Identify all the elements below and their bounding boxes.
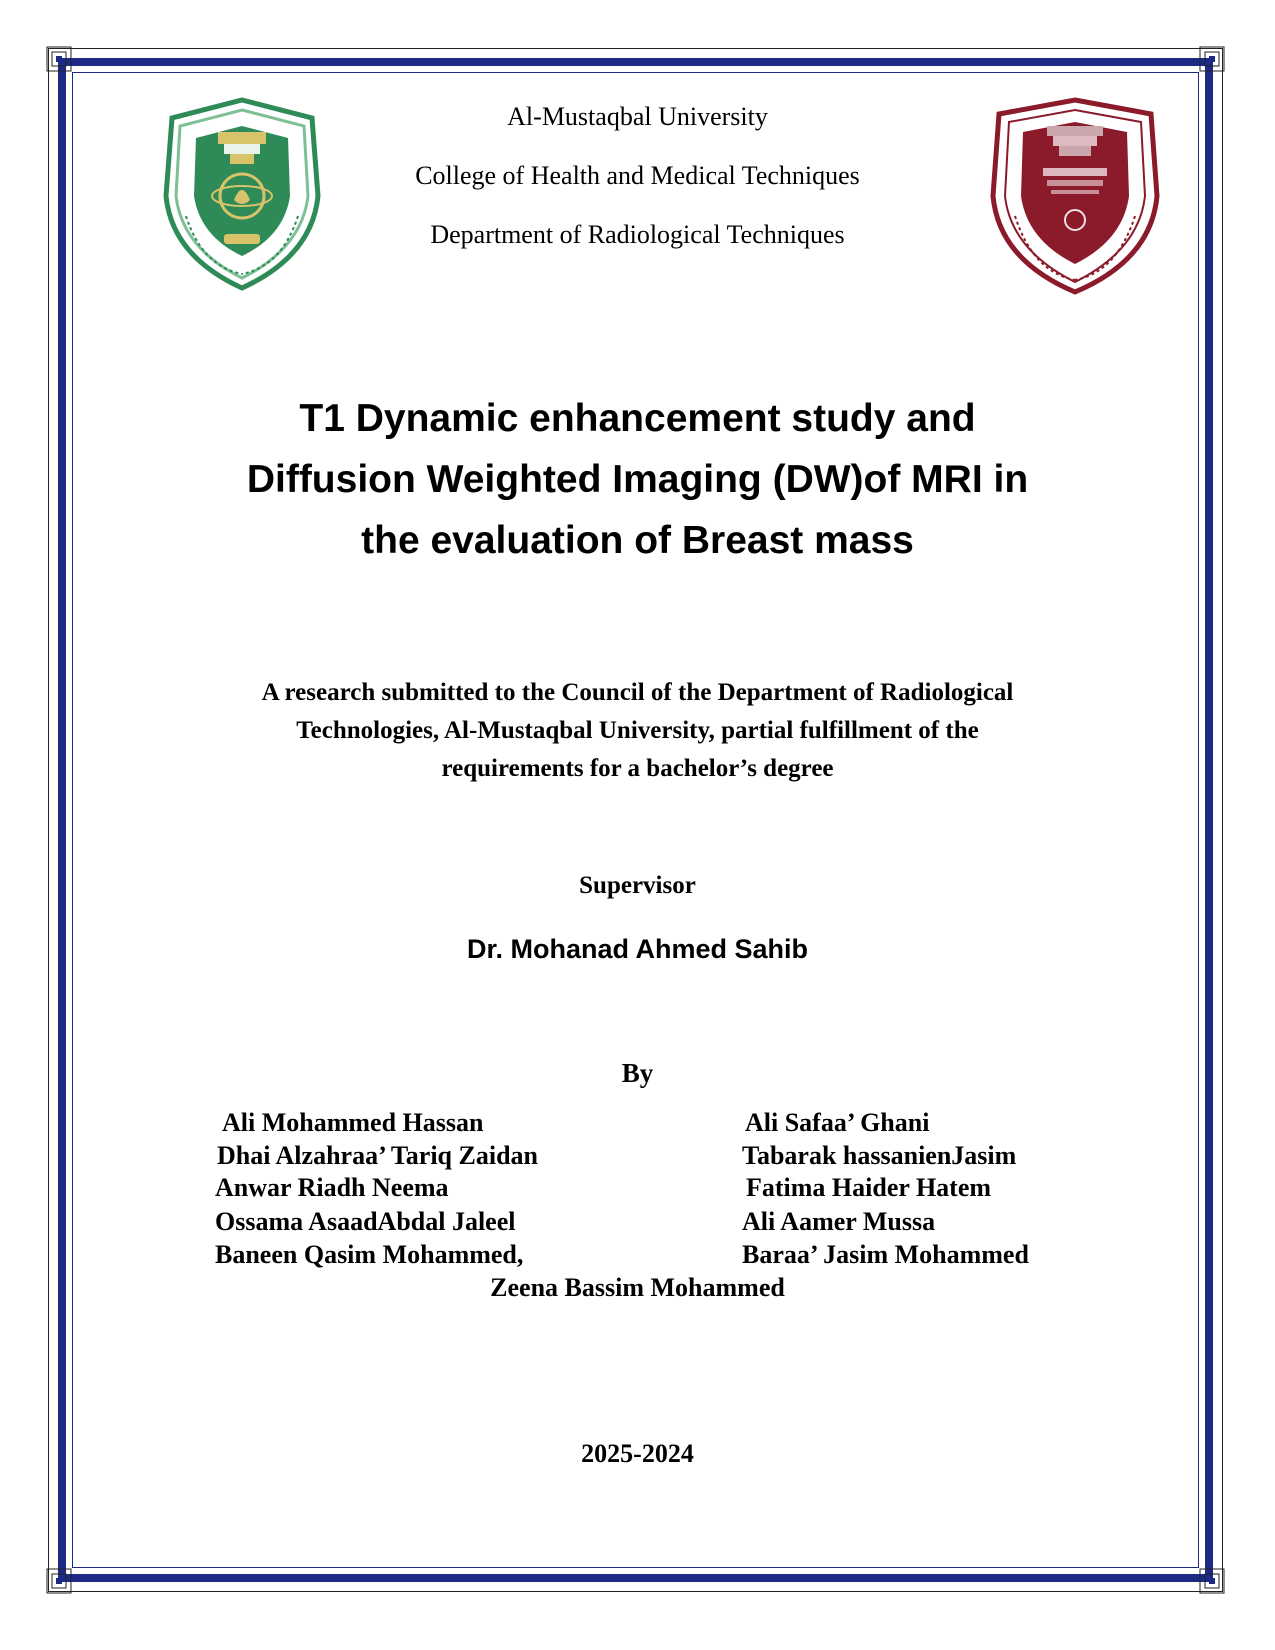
supervisor-label: Supervisor [579,872,696,899]
author-name: Ali Safaa’ Ghani [745,1108,930,1137]
thesis-title-line: the evaluation of Breast mass [361,519,914,562]
submission-statement [160,674,1115,788]
author-name: Dhai Alzahraa’ Tariq Zaidan [217,1141,538,1170]
thesis-title-line: T1 Dynamic enhancement study and [299,397,976,440]
submission-line: A research submitted to the Council of the Department of Radiological [261,679,1014,706]
author-name: Zeena Bassim Mohammed [490,1273,785,1302]
submission-line: Technologies, Al-Mustaqbal University, partial fulfillment of the [296,717,979,744]
thesis-title [140,388,1135,571]
submission-line: requirements for a bachelor’s degree [441,755,834,782]
border-corner-ornament [46,1568,72,1594]
border-corner-ornament [1199,46,1225,72]
author-name: Ali Aamer Mussa [742,1207,936,1236]
border-corner-ornament [1199,1568,1225,1594]
university-name: Al-Mustaqbal University [507,102,768,131]
border-corner-ornament [46,46,72,72]
college-name: College of Health and Medical Techniques [415,161,860,190]
author-name: Baneen Qasim Mohammed, [215,1240,524,1269]
author-name: Baraa’ Jasim Mohammed [742,1240,1029,1269]
author-name: Tabarak hassanienJasim [742,1141,1017,1170]
author-name: Fatima Haider Hatem [746,1173,992,1202]
by-label: By [621,1058,654,1088]
academic-year: 2025-2024 [581,1439,694,1468]
supervisor-name: Dr. Mohanad Ahmed Sahib [466,934,809,964]
department-name: Department of Radiological Techniques [430,220,845,249]
thesis-title-line: Diffusion Weighted Imaging (DW)of MRI in [246,458,1029,501]
page-border-inner [72,72,1199,1568]
author-name: Ali Mohammed Hassan [222,1108,484,1137]
author-name: Anwar Riadh Neema [215,1173,449,1202]
author-name: Ossama AsaadAbdal Jaleel [215,1207,516,1236]
